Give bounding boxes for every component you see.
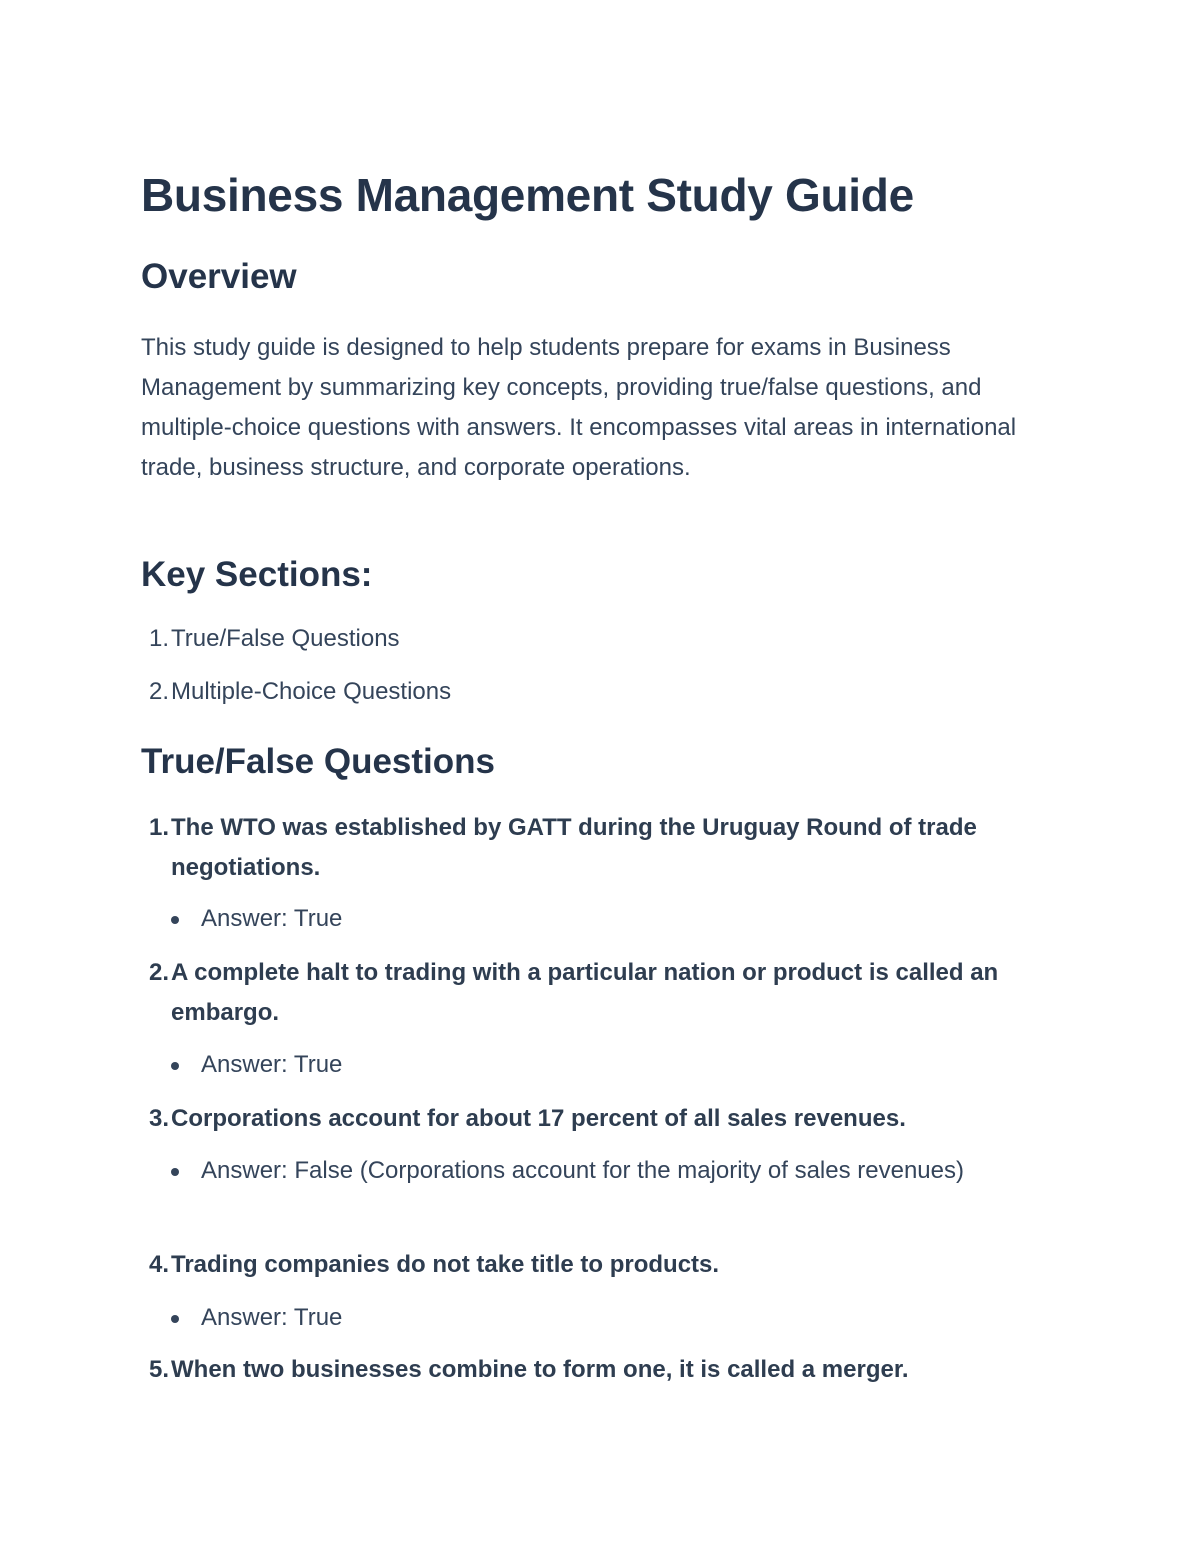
question-text: The WTO was established by GATT during the Uruguay Round of trade negotiations.: [171, 814, 977, 881]
bullet-icon: [171, 1062, 179, 1070]
question-text: Trading companies do not take title to products.: [171, 1251, 720, 1278]
overview-paragraph: This study guide is designed to help students prepare for exams in Business Management by summarizing key concepts, providing true/false questions, and multiple-choice questions with answers. It encompasses vital areas in international trade, business structure, and corporate operations.: [141, 334, 1017, 481]
bullet-icon: [171, 916, 179, 924]
key-section-item: [141, 619, 1021, 659]
true-false-heading: True/False Questions: [141, 742, 495, 781]
key-section-label: True/False Questions: [171, 625, 400, 652]
key-section-item: [141, 672, 1021, 712]
question-number: 1.: [148, 814, 169, 841]
question-item: [141, 953, 1021, 1033]
question-item: [141, 1350, 1021, 1390]
question-number: 4.: [148, 1251, 169, 1278]
answer-item: [171, 899, 991, 939]
key-sections-heading: Key Sections:: [141, 555, 373, 594]
question-text: A complete halt to trading with a particular nation or product is called an embargo.: [171, 959, 999, 1026]
answer-text: Answer: True: [201, 1051, 343, 1078]
answer-text: Answer: True: [201, 1304, 343, 1331]
overview-heading: Overview: [141, 257, 297, 296]
list-number: 2.: [148, 678, 169, 705]
question-item: [141, 808, 1021, 888]
answer-text: Answer: False (Corporations account for the majority of sales revenues): [201, 1157, 964, 1184]
page-title: Business Management Study Guide: [141, 169, 914, 221]
question-number: 5.: [148, 1356, 169, 1383]
question-text: When two businesses combine to form one, it is called a merger.: [171, 1356, 909, 1383]
bullet-icon: [171, 1315, 179, 1323]
answer-item: [171, 1151, 991, 1191]
question-number: 3.: [148, 1105, 169, 1132]
question-item: [141, 1099, 1021, 1139]
answer-item: [171, 1045, 991, 1085]
list-number: 1.: [148, 625, 169, 652]
question-item: [141, 1245, 1021, 1285]
key-section-label: Multiple-Choice Questions: [171, 678, 452, 705]
question-number: 2.: [148, 959, 169, 986]
question-text: Corporations account for about 17 percent of all sales revenues.: [171, 1105, 906, 1132]
answer-item: [171, 1298, 991, 1338]
answer-text: Answer: True: [201, 905, 343, 932]
bullet-icon: [171, 1168, 179, 1176]
